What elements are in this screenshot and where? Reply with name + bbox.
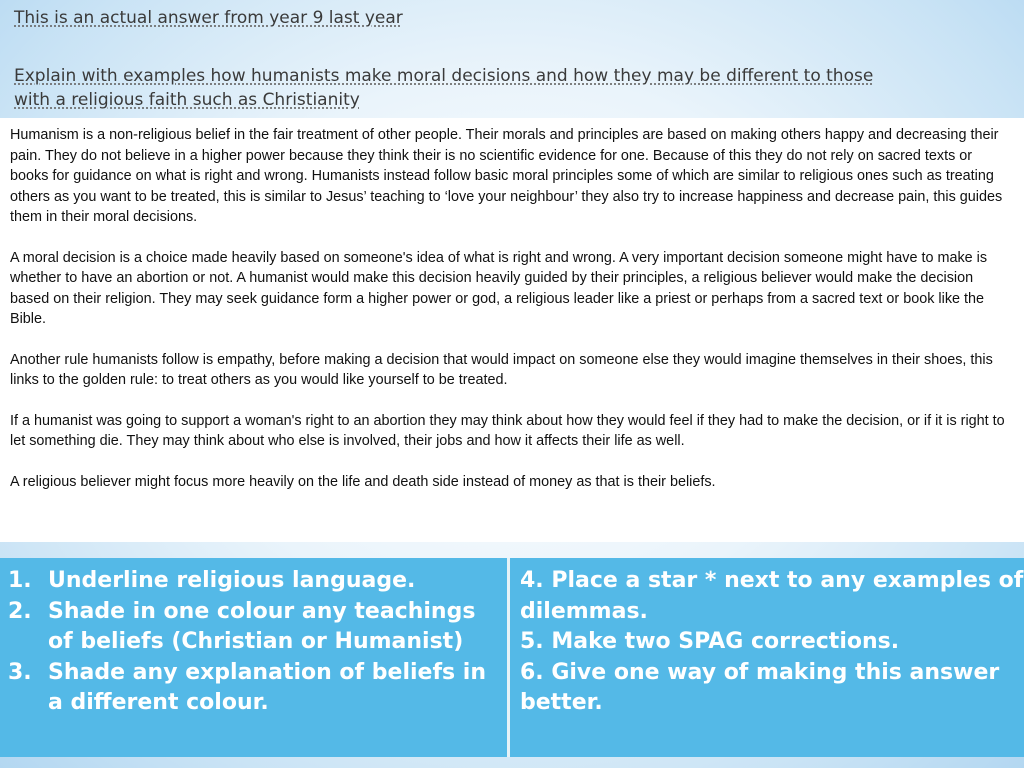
task-item-2 (8, 597, 501, 658)
task-item-6: 6. Give one way of making this answer better. (520, 659, 1000, 715)
tasks-left-cell (0, 558, 507, 757)
task-item-5: 5. Make two SPAG corrections. (520, 629, 900, 654)
tasks-table (0, 558, 1024, 757)
slide-title: This is an actual answer from year 9 last year (14, 8, 403, 28)
answer-paragraph-2: A moral decision is a choice made heavily based on someone's idea of what is right and wrong. A very important decision someone might have to make is whether to have an abortion or not. A humanist would make this decision heavily guided by their principles, a religious believer would make the decision based on their religion. They may seek guidance form a higher power or god, a religious leader like a priest or perhaps from a sacred text or book like the Bible. (10, 249, 988, 327)
question-line-2: with a religious faith such as Christianity (14, 90, 360, 110)
task-text: Shade in one colour any teachings of beliefs (Christian or Humanist) (48, 598, 476, 654)
student-answer-panel (0, 118, 1024, 542)
task-number: 2. (8, 598, 32, 624)
task-item-3 (8, 658, 501, 719)
task-number: 1. (8, 568, 32, 593)
question-line-1: Explain with examples how humanists make moral decisions and how they may be different to those (14, 66, 874, 86)
answer-paragraph-4: If a humanist was going to support a woman's right to an abortion they may think about how they would feel if they had to make the decision, or if it is right to let something die. They may think about who else is involved, their jobs and how it affects their life as well. (10, 412, 1005, 449)
answer-paragraph-1: Humanism is a non-religious belief in the fair treatment of other people. Their morals and principles are based on making others happy and decreasing their pain. They do not believe in a higher power because they think their is no scientific evidence for one. Because of this they do not rely on sacred texts or books for guidance on what is right and wrong. Humanists instead follow basic moral principles some of which are similar to religious ones such as treating others as you want to be treated, this is similar to Jesus’ teaching to ‘love your neighbour’ they also try to increase happiness and decrease pain, this guides them in their moral decisions. (10, 127, 1003, 225)
answer-paragraph-5: A religious believer might focus more heavily on the life and death side instead of money as that is their beliefs. (10, 473, 716, 490)
task-text: Shade any explanation of beliefs in a different colour. (48, 659, 486, 715)
tasks-left-list (8, 566, 501, 719)
task-number: 3. (8, 659, 32, 685)
task-text: Underline religious language. (48, 568, 416, 593)
task-item-1 (8, 566, 501, 597)
tasks-right-cell (510, 558, 1024, 757)
answer-paragraph-3: Another rule humanists follow is empathy, before making a decision that would impact on someone else they would imagine themselves in their shoes, this links to the golden rule: to treat others as you would like yourself to be treated. (10, 351, 993, 388)
task-item-4: 4. Place a star * next to any examples of dilemmas. (520, 568, 1024, 624)
slide-header (0, 0, 1024, 118)
